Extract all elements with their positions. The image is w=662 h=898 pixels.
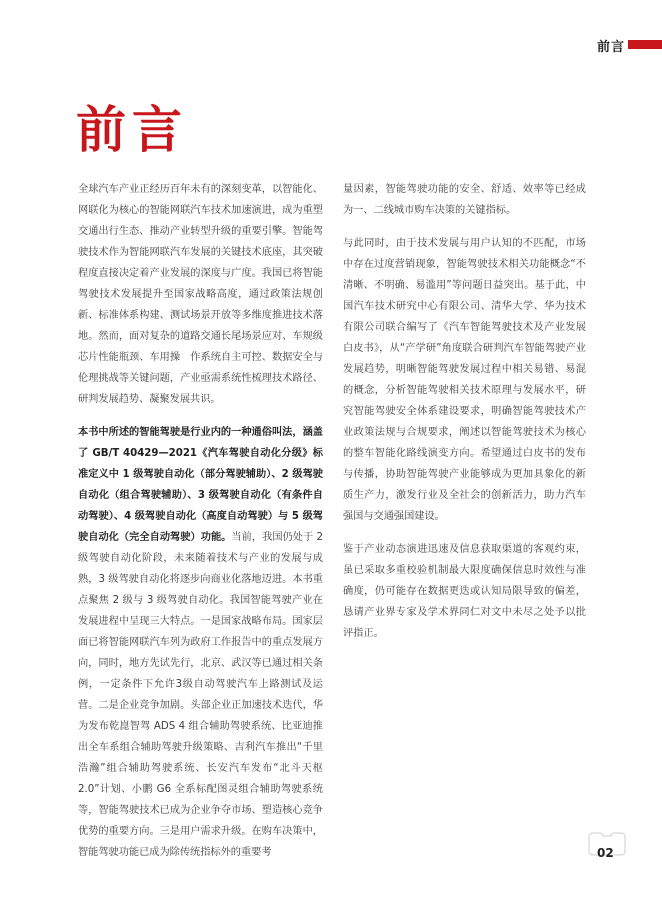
continuation-paragraph: 量因素，智能驾驶功能的安全、舒适、效率等已经成为一、二线城市购车决策的关键指标。 — [343, 184, 586, 216]
definition-paragraph — [78, 422, 323, 863]
disclaimer-paragraph: 鉴于产业动态演进迅速及信息获取渠道的客观约束，虽已采取多重校验机制最大限度确保信息时效性与准确度，仍可能存在数据更迭或认知局限导致的偏差，恳请产业界专家及学术界同仁对文中未尽之处予以批评指正。 — [343, 544, 586, 639]
definition-body: 当前，我国仍处于 2 级驾驶自动化阶段，未来随着技术与产业的发展与成熟，3 级驾驶自动化将逐步向商业化落地迈进。本书重点聚焦 2 级与 3 级驾驶自动化。我国智能驾驶产业在发展进程中呈现三大特点。一是国家战略布局。国家层面已将智能网联汽车列为政府工作报告中的重点发展方向，同时，地方先试先行，北京、武汉等已通过相关条例，一定条件下允许3级自动驾驶汽车上路测试及运营。二是企业竞争加剧。头部企业正加速技术迭代，华为发布乾崑智驾 ADS 4 组合辅助驾驶系统、比亚迪推出全车系组合辅助驾驶升级策略、吉利汽车推出“千里浩瀚”组合辅助驾驶系统、长安汽车发布“北斗天枢 2.0”计划、小鹏 G6 全系标配图灵组合辅助驾驶系统等，智能驾驶技术已成为企业争夺市场、塑造核心竞争优势的重要方向。三是用户需求升级。在购车决策中，智能驾驶功能已成为除传统指标外的重要考 — [78, 532, 323, 858]
header-accent-bar — [628, 40, 662, 49]
definition-lead: 本书中所述的智能驾驶是行业内的一种通俗叫法，涵盖了 GB/T 40429—2021《汽车驾驶自动化分级》标准定义中 1 级驾驶自动化（部分驾驶辅助）、2 级驾驶自动化（组合驾驶辅助）、3 级驾驶自动化（有条件自动驾驶）、4 级驾驶自动化（高度自动驾驶）与 5 级驾驶自动化（完全自动驾驶）功能。 — [78, 427, 323, 543]
page-title: 前言 — [76, 101, 188, 159]
section-header-label: 前言 — [597, 40, 626, 55]
left-column — [78, 179, 323, 875]
page-number: 02 — [597, 846, 614, 860]
intro-paragraph: 全球汽车产业正经历百年未有的深刻变革，以智能化、网联化为核心的智能网联汽车技术加速演进，成为重塑交通出行生态、推动产业转型升级的重要引擎。智能驾驶技术作为智能网联汽车发展的关键技术底座，其突破程度直接决定着产业发展的深度与广度。我国已将智能驾驶技术发展提升至国家战略高度，通过政策法规创新、标准体系构建、测试场景开放等多维度推进技术落地。然而，面对复杂的道路交通长尾场景应对、车规级芯片性能瓶颈、车用操 作系统自主可控、数据安全与伦理挑战等关键问题，产业亟需系统性梳理技术路径、研判发展趋势、凝聚发展共识。 — [78, 184, 323, 405]
purpose-paragraph: 与此同时，由于技术发展与用户认知的不匹配，市场中存在过度营销现象，智能驾驶技术相关功能概念“不清晰、不明确、易滥用”等问题日益突出。基于此，中国汽车技术研究中心有限公司、清华大学、华为技术有限公司联合编写了《汽车智能驾驶技术及产业发展白皮书》，从“产学研”角度联合研判汽车智能驾驶产业发展趋势，明晰智能驾驶发展过程中相关易错、易混的概念，分析智能驾驶相关技术原理与发展水平，研究智能驾驶安全体系建设要求，明确智能驾驶技术产业政策法规与合规要求，阐述以智能驾驶技术为核心的整车智能化路线演变方向。希望通过白皮书的发布与传播，协助智能驾驶产业能够成为更加具象化的新质生产力，激发行业及全社会的创新活力，助力汽车强国与交通强国建设。 — [343, 238, 586, 522]
right-column — [343, 179, 586, 656]
